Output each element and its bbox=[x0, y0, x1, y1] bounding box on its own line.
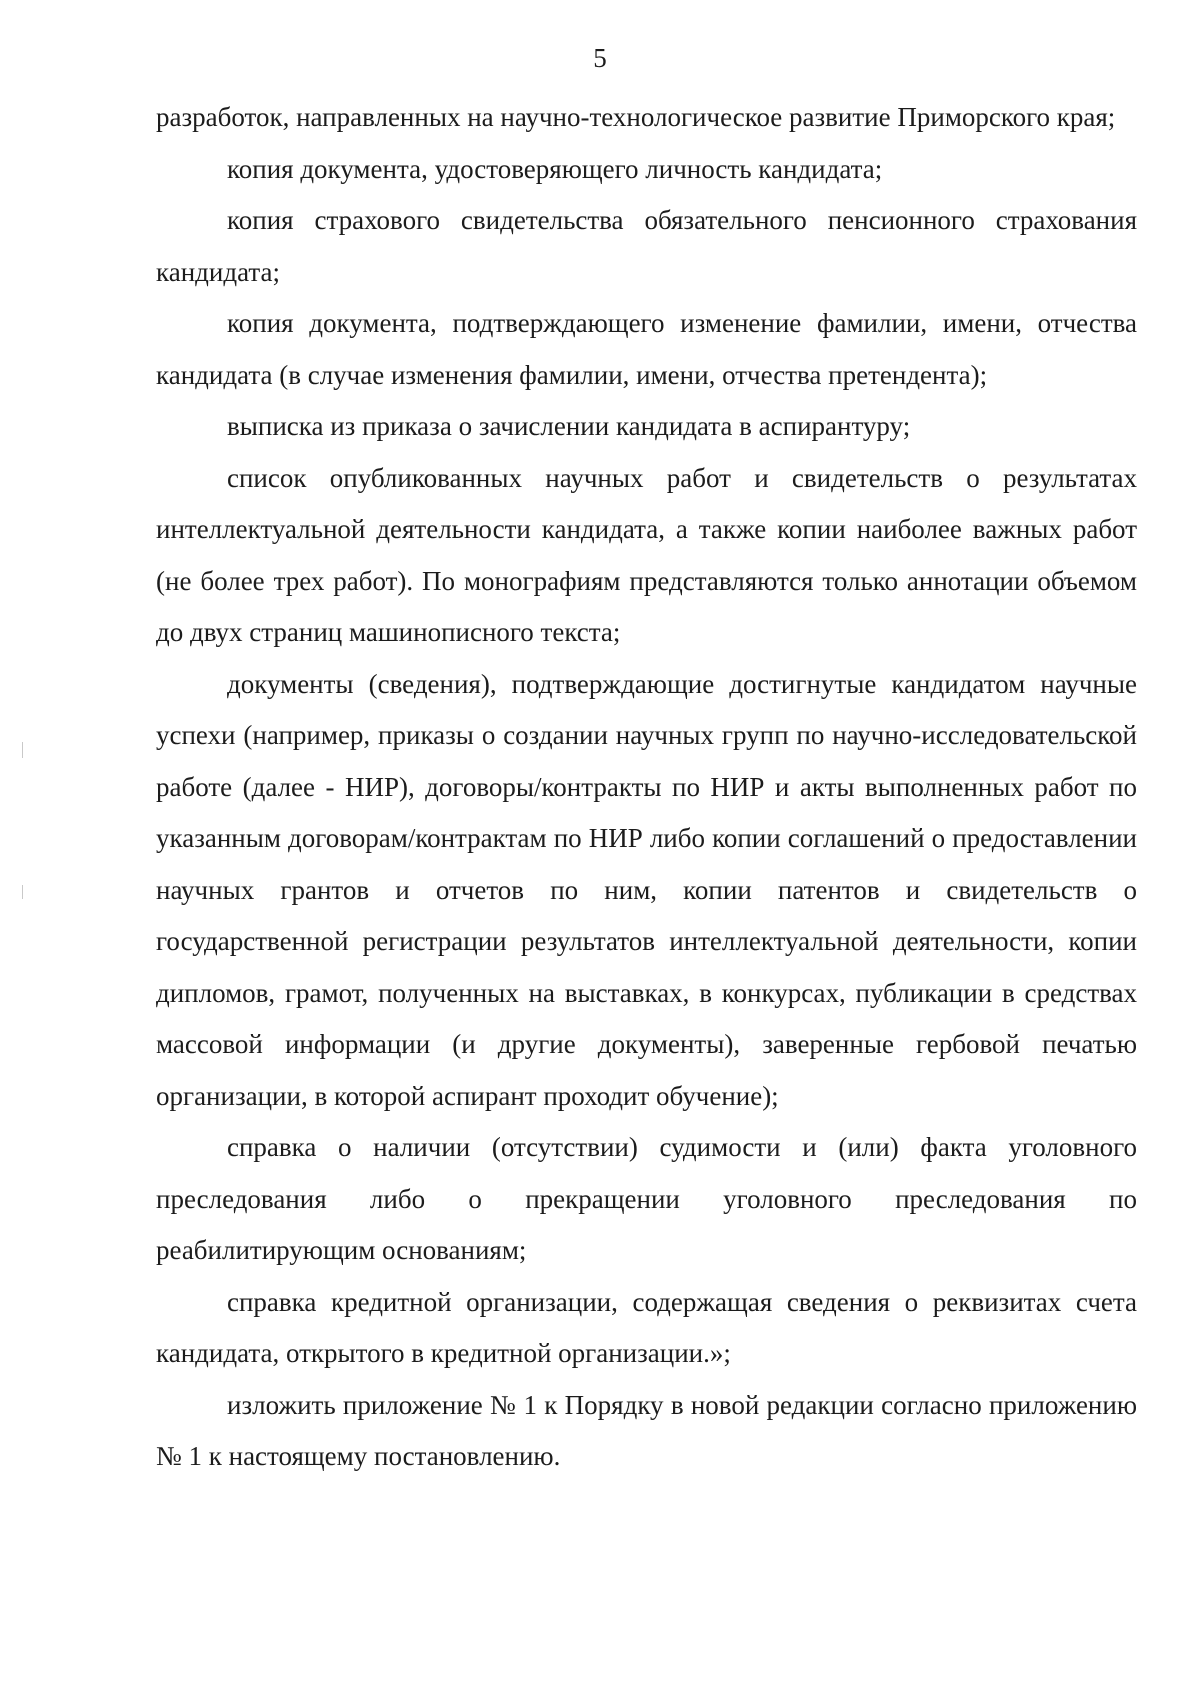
paragraph-criminal-record-certificate: справка о наличии (отсутствии) судимости и (или) факта уголовного преследования либо о прекращении уголовного преследования по реабилитирующим основаниям; bbox=[156, 1132, 1137, 1265]
document-body bbox=[156, 92, 1137, 1483]
scan-mark bbox=[22, 885, 23, 899]
paragraph-publications-list: список опубликованных научных работ и свидетельств о результатах интеллектуальной деятельности кандидата, а также копии наиболее важных работ (не более трех работ). По монографиям представляются только аннотации объемом до двух страниц машинописного текста; bbox=[156, 462, 1137, 647]
scan-mark bbox=[22, 742, 23, 758]
paragraph-identity-document: копия документа, удостоверяющего личность кандидата; bbox=[227, 153, 883, 184]
paragraph-appendix-amendment: изложить приложение № 1 к Порядку в новой редакции согласно приложению № 1 к настоящему постановлению. bbox=[156, 1389, 1137, 1471]
page-number: 5 bbox=[593, 43, 607, 73]
paragraph-name-change-document: копия документа, подтверждающего изменение фамилии, имени, отчества кандидата (в случае изменения фамилии, имени, отчества претендента); bbox=[156, 308, 1137, 390]
paragraph-achievement-documents: документы (сведения), подтверждающие достигнутые кандидатом научные успехи (например, приказы о создании научных групп по научно-исследовательской работе (далее - НИР), договоры/контракты по НИР и акты выполненных работ по указанным договорам/контрактам по НИР либо копии соглашений о предоставлении научных грантов и отчетов по ним, копии патентов и свидетельств о государственной регистрации результатов интеллектуальной деятельности, копии дипломов, грамот, полученных на выставках, в конкурсах, публикации в средствах массовой информации (и другие документы), заверенные гербовой печатью организации, в которой аспирант проходит обучение); bbox=[156, 668, 1137, 1111]
paragraph-enrollment-extract: выписка из приказа о зачислении кандидата в аспирантуру; bbox=[227, 411, 911, 441]
paragraph-continuation: разработок, направленных на научно-технологическое развитие Приморского края; bbox=[156, 102, 1116, 132]
paragraph-pension-certificate: копия страхового свидетельства обязательного пенсионного страхования кандидата; bbox=[156, 205, 1137, 287]
paragraph-bank-certificate: справка кредитной организации, содержащая сведения о реквизитах счета кандидата, открытого в кредитной организации.»; bbox=[156, 1286, 1137, 1368]
